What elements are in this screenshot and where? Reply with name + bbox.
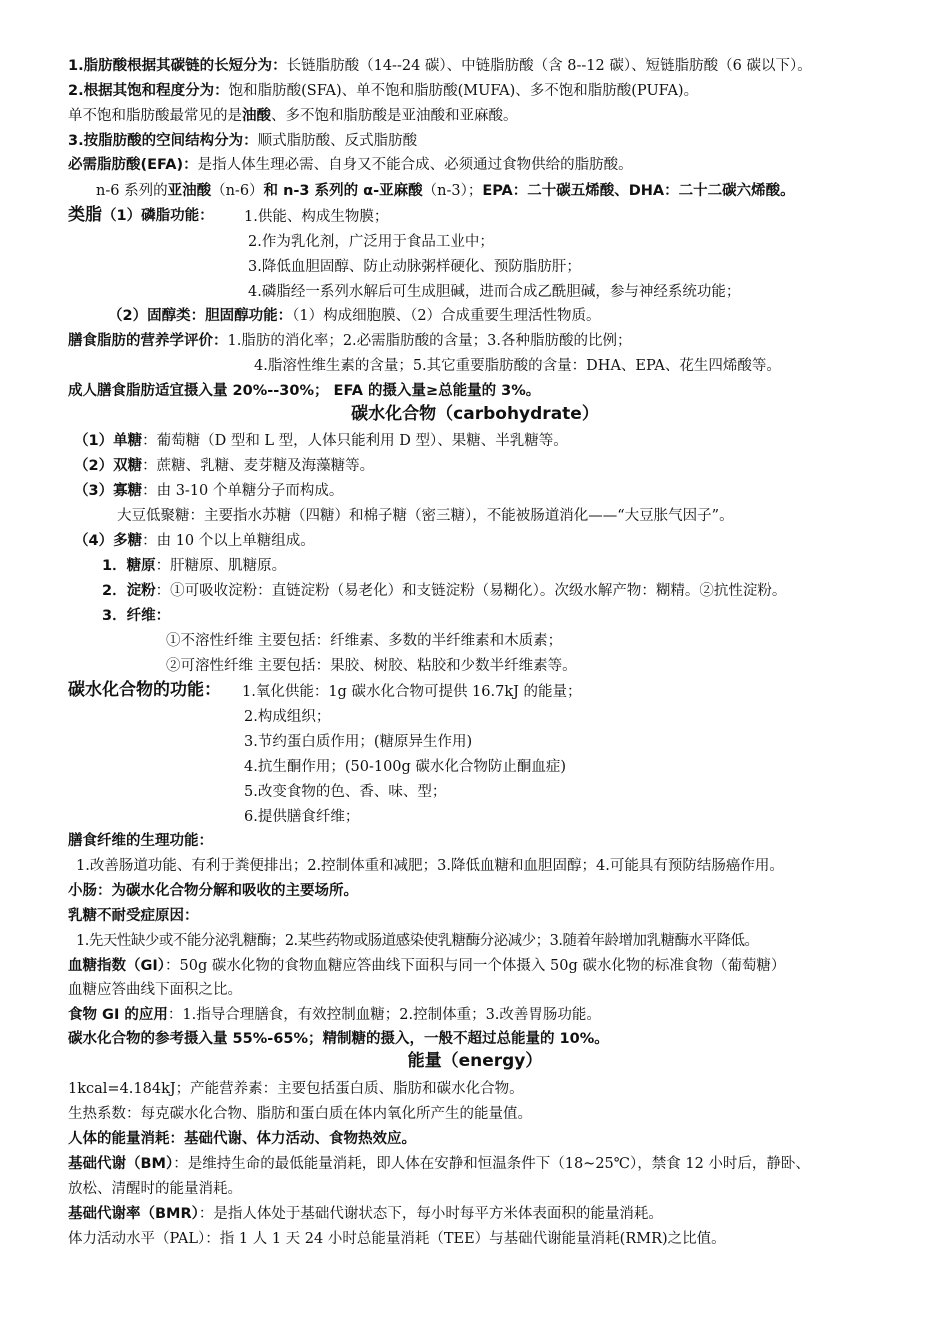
- small-intestine: 小肠：为碳水化合物分解和吸收的主要场所。: [68, 883, 358, 899]
- fatty-acid-saturation: 2.根据其饱和程度分为：饱和脂肪酸(SFA)、单不饱和脂肪酸(MUFA)、多不饱和脂肪酸(PUFA)。: [68, 83, 699, 99]
- glycemic-index: 血糖指数（GI）：50g 碳水化物的食物血糖应答曲线下面积与同一个体摄入 50g 碳水化物的标准食物（葡萄糖）: [68, 958, 786, 974]
- physical-activity-level: 体力活动水平（PAL）：指 1 人 1 天 24 小时总能量消耗（TEE）与基础代谢能量消耗(RMR)之比值。: [68, 1231, 726, 1247]
- carb-function-2: 2.构成组织；: [244, 709, 331, 725]
- lactose-intolerance-heading: 乳糖不耐受症原因：: [68, 908, 199, 924]
- mufa-pufa-examples: 单不饱和脂肪酸最常见的是油酸、多不饱和脂肪酸是亚油酸和亚麻酸。: [68, 108, 518, 124]
- dietary-fat-evaluation-2: 4.脂溶性维生素的含量；5.其它重要脂肪酸的含量：DHA、EPA、花生四烯酸等。: [254, 358, 781, 374]
- basal-metabolism-cont: 放松、清醒时的能量消耗。: [68, 1181, 242, 1197]
- fiber-heading: 3．纤维：: [102, 608, 171, 624]
- soy-oligosaccharide: 大豆低聚糖：主要指水苏糖（四糖）和棉子糖（密三糖），不能被肠道消化——“大豆胀气因子”。: [117, 508, 734, 524]
- lactose-intolerance-causes: 1.先天性缺少或不能分泌乳糖酶；2.某些药物或肠道感染使乳糖酶分泌减少；3.随着年龄增加乳糖酶水平降低。: [76, 933, 759, 949]
- polysaccharide: （4）多糖：由 10 个以上单糖组成。: [74, 533, 315, 549]
- efa-definition: 必需脂肪酸(EFA)：是指人体生理必需、自身又不能合成、必须通过食物供给的脂肪酸。: [68, 157, 633, 173]
- lipid-heading: 类脂（1）磷脂功能：: [68, 205, 214, 225]
- energy-title: 能量（energy）: [407, 1051, 543, 1071]
- fatty-acid-chain-length: 1.脂肪酸根据其碳链的长短分为：长链脂肪酸（14--24 碳）、中链脂肪酸（含 8--12 碳）、短链脂肪酸（6 碳以下）。: [68, 58, 812, 74]
- oligosaccharide: （3）寡糖：由 3-10 个单糖分子而构成。: [74, 483, 344, 499]
- dietary-fat-evaluation: 膳食脂肪的营养学评价：1.脂肪的消化率；2.必需脂肪酸的含量；3.各种脂肪酸的比例；: [68, 333, 632, 349]
- carb-function-4: 4.抗生酮作用；(50-100g 碳水化合物防止酮血症): [244, 759, 567, 775]
- starch: 2．淀粉：①可吸收淀粉：直链淀粉（易老化）和支链淀粉（易糊化）。次级水解产物：糊精。②抗性淀粉。: [102, 583, 787, 599]
- carb-function-6: 6.提供膳食纤维；: [244, 809, 360, 825]
- carb-reference-intake: 碳水化合物的参考摄入量 55%-65%；精制糖的摄入，一般不超过总能量的 10%。: [68, 1031, 609, 1047]
- energy-consumption: 人体的能量消耗：基础代谢、体力活动、食物热效应。: [68, 1131, 416, 1147]
- glycogen: 1．糖原：肝糖原、肌糖原。: [102, 558, 287, 574]
- carbohydrate-title: 碳水化合物（carbohydrate）: [351, 404, 599, 424]
- energy-unit: 1kcal=4.184kJ；产能营养素：主要包括蛋白质、脂肪和碳水化合物。: [68, 1081, 524, 1097]
- phospholipid-function-1: 1.供能、构成生物膜；: [244, 209, 389, 225]
- disaccharide: （2）双糖：蔗糖、乳糖、麦芽糖及海藻糖等。: [74, 458, 375, 474]
- carb-function-heading: 碳水化合物的功能：: [68, 680, 221, 700]
- basal-metabolic-rate: 基础代谢率（BMR）：是指人体处于基础代谢状态下，每小时每平方米体表面积的能量消耗。: [68, 1206, 663, 1222]
- carb-function-1: 1.氧化供能：1g 碳水化合物可提供 16.7kJ 的能量；: [242, 684, 582, 700]
- dietary-fiber-functions: 1.改善肠道功能、有利于粪便排出；2.控制体重和减肥；3.降低血糖和血胆固醇；4.可能具有预防结肠癌作用。: [76, 858, 784, 874]
- phospholipid-function-3: 3.降低血胆固醇、防止动脉粥样硬化、预防脂肪肝；: [248, 259, 581, 275]
- soluble-fiber: ②可溶性纤维 主要包括：果胶、树胶、粘胶和少数半纤维素等。: [166, 658, 577, 674]
- carb-function-5: 5.改变食物的色、香、味、型；: [244, 784, 447, 800]
- heat-coefficient: 生热系数：每克碳水化合物、脂肪和蛋白质在体内氧化所产生的能量值。: [68, 1106, 532, 1122]
- basal-metabolism: 基础代谢（BM）：是维持生命的最低能量消耗，即人体在安静和恒温条件下（18~25℃），禁食 12 小时后，静卧、: [68, 1156, 810, 1172]
- efa-types: n-6 系列的亚油酸（n-6）和 n-3 系列的 α-亚麻酸（n-3）；EPA：二十碳五烯酸、DHA：二十二碳六烯酸。: [96, 183, 795, 199]
- fatty-acid-structure: 3.按脂肪酸的空间结构分为：顺式脂肪酸、反式脂肪酸: [68, 133, 418, 149]
- gi-application: 食物 GI 的应用：1.指导合理膳食，有效控制血糖；2.控制体重；3.改善胃肠功能。: [68, 1007, 601, 1023]
- phospholipid-function-2: 2.作为乳化剂，广泛用于食品工业中；: [248, 234, 494, 250]
- monosaccharide: （1）单糖：葡萄糖（D 型和 L 型，人体只能利用 D 型）、果糖、半乳糖等。: [74, 433, 568, 449]
- glycemic-index-cont: 血糖应答曲线下面积之比。: [68, 982, 242, 998]
- dietary-fiber-heading: 膳食纤维的生理功能：: [68, 833, 213, 849]
- insoluble-fiber: ①不溶性纤维 主要包括：纤维素、多数的半纤维素和木质素；: [166, 633, 563, 649]
- carb-function-3: 3.节约蛋白质作用；(糖原异生作用): [244, 734, 473, 750]
- fat-intake: 成人膳食脂肪适宜摄入量 20%--30%； EFA 的摄入量≥总能量的 3%。: [68, 383, 541, 399]
- sterol-function: （2）固醇类：胆固醇功能：（1）构成细胞膜、（2）合成重要生理活性物质。: [108, 308, 601, 324]
- phospholipid-function-4: 4.磷脂经一系列水解后可生成胆碱，进而合成乙酰胆碱，参与神经系统功能；: [248, 284, 741, 300]
